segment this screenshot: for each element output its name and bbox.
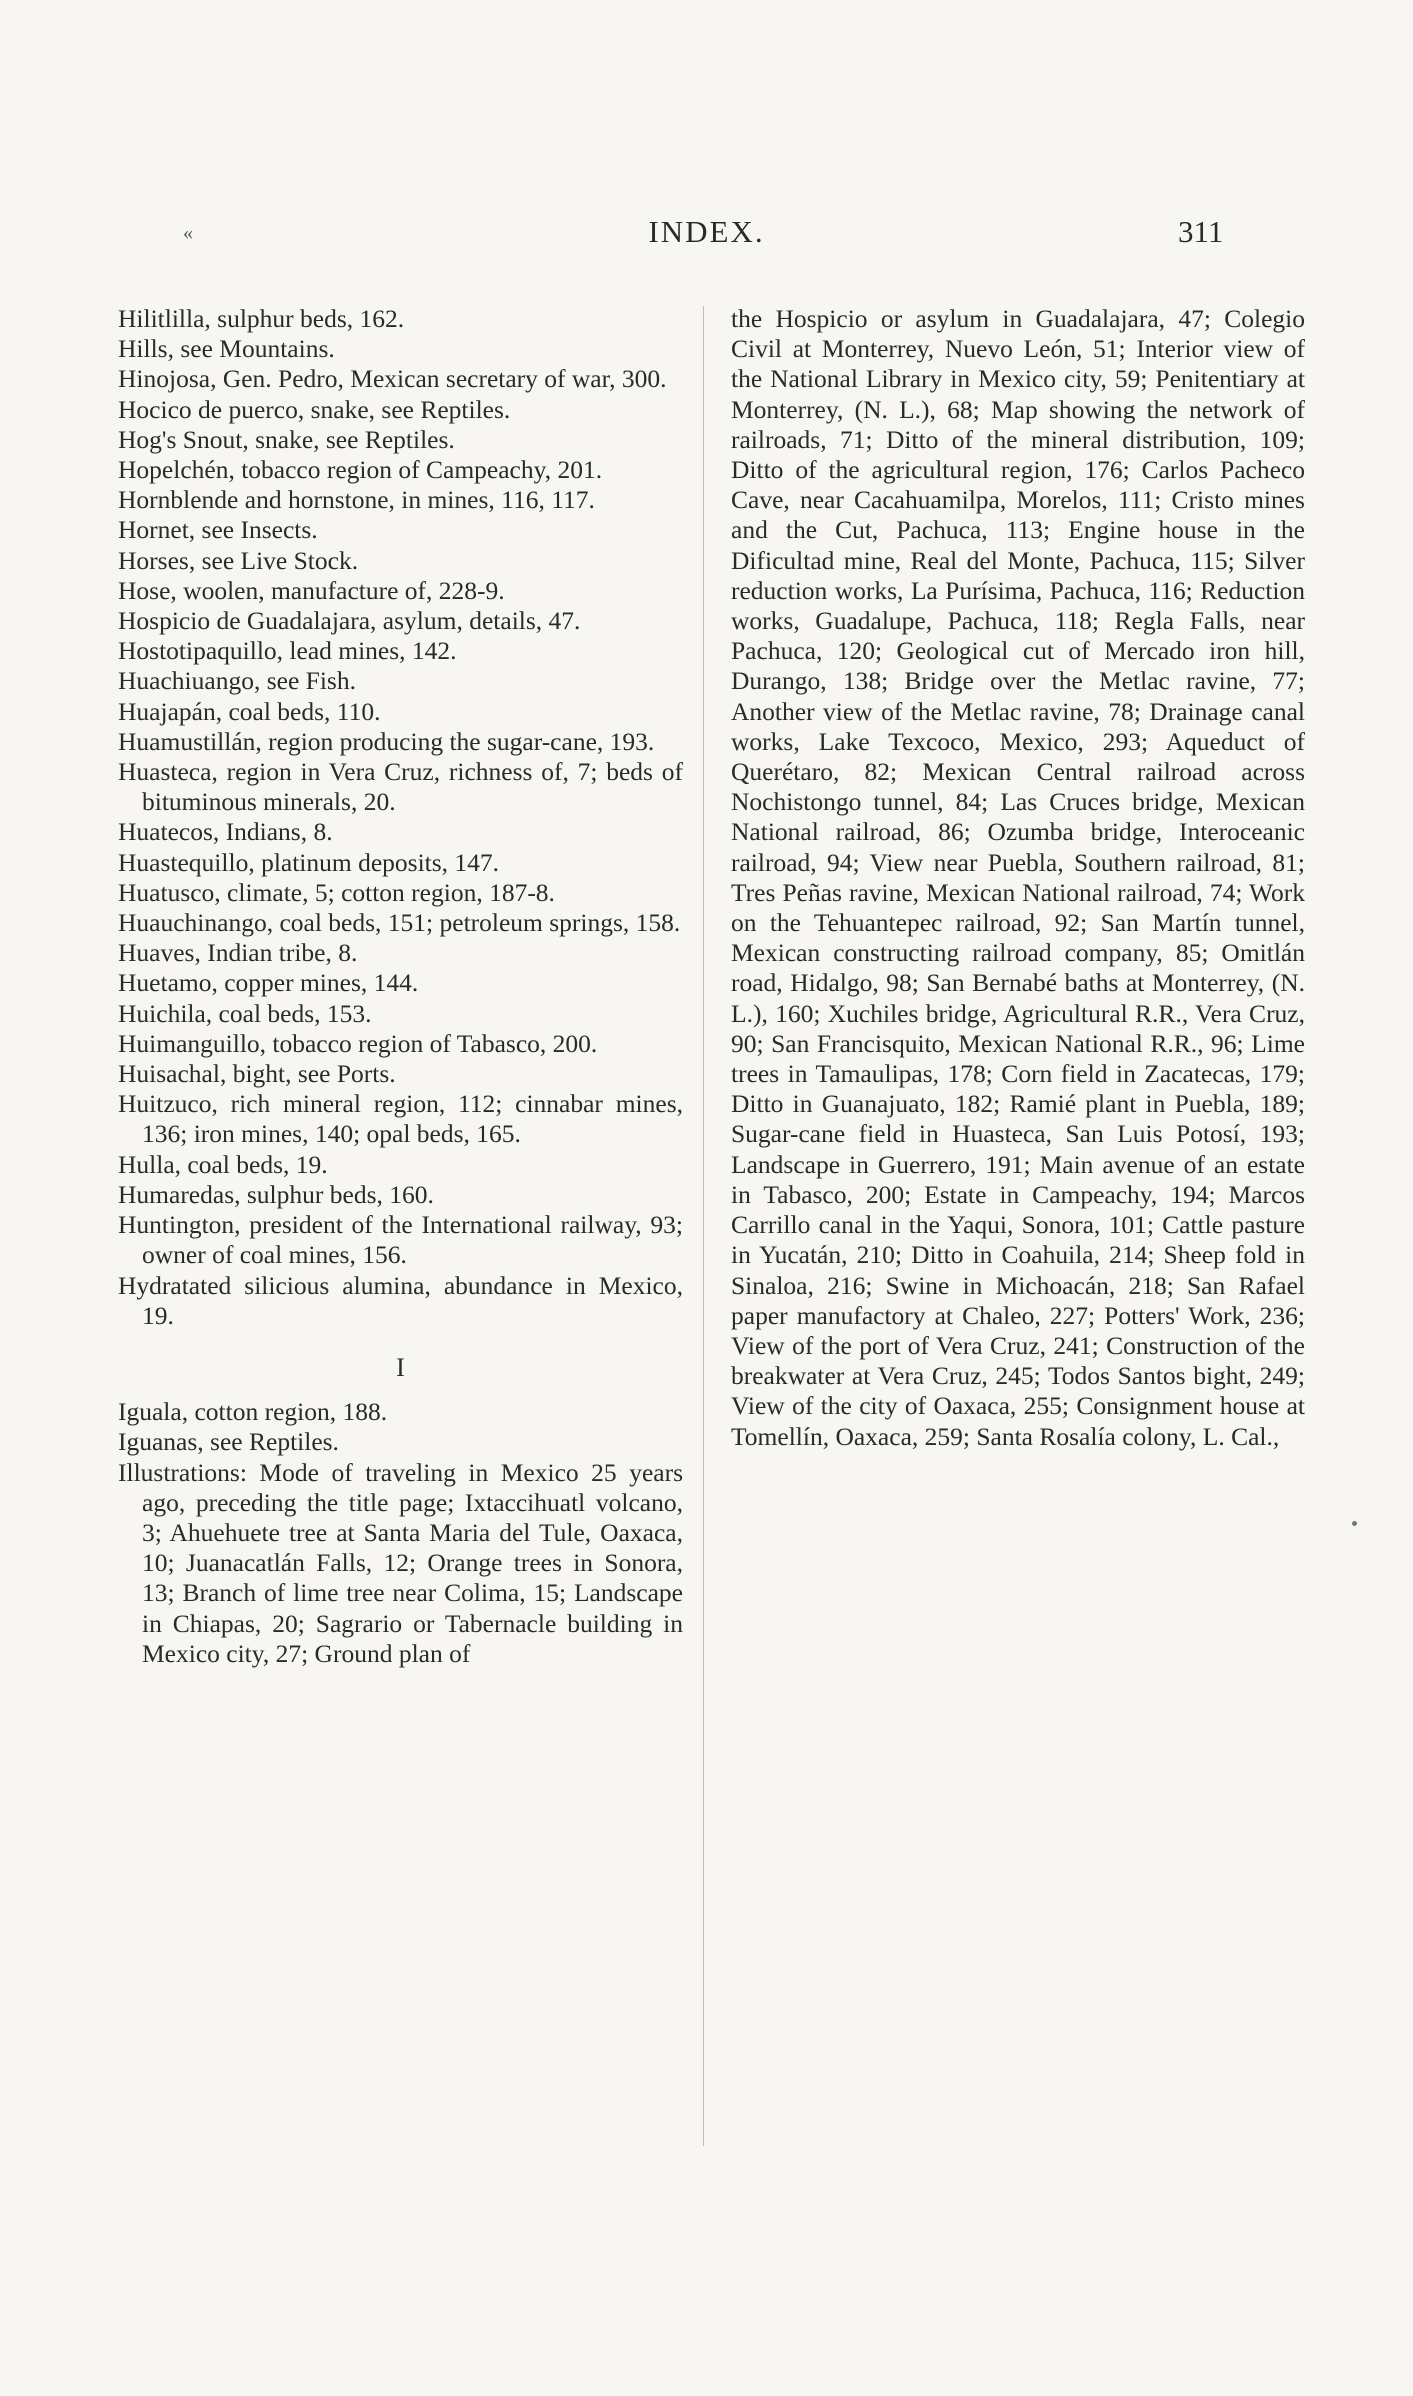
left-column [118, 304, 683, 1669]
index-entry: Horses, see Live Stock. [118, 545, 359, 575]
index-entry: Huatusco, climate, 5; cotton region, 187-8. [118, 877, 555, 907]
index-entry: Huetamo, copper mines, 144. [118, 968, 419, 998]
index-entry: Hinojosa, Gen. Pedro, Mexican secretary of war, 300. [118, 364, 667, 394]
index-entry: Iguanas, see Reptiles. [118, 1427, 339, 1457]
index-entry: Huastequillo, platinum deposits, 147. [118, 847, 500, 877]
index-entry: Hills, see Mountains. [118, 334, 335, 364]
index-entry: Hospicio de Guadalajara, asylum, details, 47. [118, 606, 581, 636]
index-entry: Huasteca, region in Vera Cruz, richness of, 7; beds of bituminous minerals, 20. [118, 757, 683, 817]
index-entry: Hilitlilla, sulphur beds, 162. [118, 304, 405, 333]
printer-mark: « [183, 222, 193, 244]
index-entry: Humaredas, sulphur beds, 160. [118, 1179, 434, 1209]
index-entry: Huitzuco, rich mineral region, 112; cinnabar mines, 136; iron mines, 140; opal beds, 165. [118, 1089, 683, 1149]
index-entry: Huachiuango, see Fish. [118, 666, 356, 696]
index-entry: Hog's Snout, snake, see Reptiles. [118, 424, 455, 454]
index-entry: Illustrations: Mode of traveling in Mexico 25 years ago, preceding the title page; Ixtaccihuatl volcano, 3; Ahuehuete tree at Santa Maria del Tule, Oaxaca, 10; Juanacatlán Falls, 12; Orange trees in Sonora, 13; Branch of lime tree near Colima, 15; Landscape in Chiapas, 20; Sagrario or Tabernacle building in Mexico city, 27; Ground plan of [118, 1457, 683, 1668]
left-entries-before [118, 304, 683, 1331]
index-entry: Hose, woolen, manufacture of, 228-9. [118, 575, 505, 605]
page-title: INDEX. [648, 214, 765, 249]
margin-dot [1352, 1521, 1357, 1526]
index-entry: Huntington, president of the International railway, 93; owner of coal mines, 156. [118, 1210, 683, 1270]
index-entry: Hornet, see Insects. [118, 515, 318, 545]
index-entry: Iguala, cotton region, 188. [118, 1397, 388, 1427]
index-entry: Hopelchén, tobacco region of Campeachy, 201. [118, 455, 603, 485]
right-column-text: the Hospicio or asylum in Guadalajara, 47; Colegio Civil at Monterrey, Nuevo León, 51; Interior view of the National Library in Mexico city, 59; Penitentiary at Monterrey, (N. L.), 68; Map showing the network of railroads, 71; Ditto of the mineral distribution, 109; Ditto of the agricultural region, 176; Carlos Pacheco Cave, near Cacahuamilpa, Morelos, 111; Cristo mines and the Cut, Pachuca, 113; Engine house in the Dificultad mine, Real del Monte, Pachuca, 115; Silver reduction works, La Purísima, Pachuca, 116; Reduction works, Guadalupe, Pachuca, 118; Regla Falls, near Pachuca, 120; Geological cut of Mercado iron hill, Durango, 138; Bridge over the Metlac ravine, 77; Another view of the Metlac ravine, 78; Drainage canal works, Lake Texcoco, Mexico, 293; Aqueduct of Querétaro, 82; Mexican Central railroad across Nochistongo tunnel, 84; Las Cruces bridge, Mexican National railroad, 86; Ozumba bridge, Interoceanic railroad, 94; View near Puebla, Southern railroad, 81; Tres Peñas ravine, Mexican National railroad, 74; Work on the Tehuantepec railroad, 92; San Martín tunnel, Mexican constructing railroad company, 85; Omitlán road, Hidalgo, 98; San Bernabé baths at Monterrey, (N. L.), 160; Xuchiles bridge, Agricultural R.R., Vera Cruz, 90; San Francisquito, Mexican National R.R., 96; Lime trees in Tamaulipas, 178; Corn field in Zacatecas, 179; Ditto in Guanajuato, 182; Ramié plant in Puebla, 189; Sugar-cane field in Huasteca, San Luis Potosí, 193; Landscape in Guerrero, 191; Main avenue of an estate in Tabasco, 200; Estate in Campeachy, 194; Marcos Carrillo canal in the Yaqui, Sonora, 101; Cattle pasture in Yucatán, 210; Ditto in Coahuila, 214; Sheep fold in Sinaloa, 216; Swine in Michoacán, 218; San Rafael paper manufactory at Chaleo, 227; Potters' Work, 236; View of the port of Vera Cruz, 241; Construction of the breakwater at Vera Cruz, 245; Todos Santos bight, 249; View of the city of Oaxaca, 255; Consignment house at Tomellín, Oaxaca, 259; Santa Rosalía colony, L. Cal., [731, 304, 1305, 1451]
section-letter: I [396, 1352, 405, 1382]
index-entry: Huisachal, bight, see Ports. [118, 1059, 396, 1089]
page-number: 311 [1178, 214, 1224, 249]
index-entry: Hostotipaquillo, lead mines, 142. [118, 636, 457, 666]
column-divider [703, 306, 704, 2146]
index-entry: Huauchinango, coal beds, 151; petroleum springs, 158. [118, 908, 681, 938]
index-entry: Huatecos, Indians, 8. [118, 817, 333, 847]
index-entry: Hulla, coal beds, 19. [118, 1149, 328, 1179]
index-entry: Hornblende and hornstone, in mines, 116, 117. [118, 485, 595, 515]
index-entry: Huajapán, coal beds, 110. [118, 696, 381, 726]
left-entries-after [118, 1397, 683, 1669]
index-entry: Huamustillán, region producing the sugar-cane, 193. [118, 726, 655, 756]
index-entry: Huaves, Indian tribe, 8. [118, 938, 358, 968]
page-header [0, 214, 1413, 254]
index-entry: Huichila, coal beds, 153. [118, 998, 372, 1028]
index-entry: Hocico de puerco, snake, see Reptiles. [118, 394, 511, 424]
index-entry: Huimanguillo, tobacco region of Tabasco, 200. [118, 1028, 598, 1058]
right-column [731, 304, 1305, 1452]
index-entry: Hydratated silicious alumina, abundance in Mexico, 19. [118, 1270, 683, 1330]
